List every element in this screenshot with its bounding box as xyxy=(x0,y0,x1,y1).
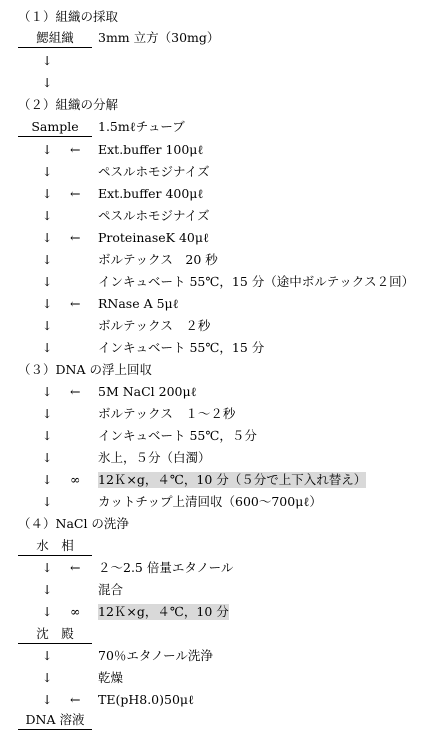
stage-label: 沈 殿 xyxy=(36,626,74,641)
step-text: ボルテックス ２秒 xyxy=(98,318,211,333)
step-text: ProteinaseK 40μℓ xyxy=(98,230,209,245)
down-arrow-icon: ↓ xyxy=(42,428,53,443)
step-text: 70％エタノール洗浄 xyxy=(98,648,213,663)
add-arrow-icon: ← xyxy=(70,186,81,201)
stage-label: 水 相 xyxy=(36,538,74,553)
down-arrow-icon: ↓ xyxy=(42,472,53,487)
down-arrow-icon: ↓ xyxy=(42,560,53,575)
down-arrow-icon: ↓ xyxy=(42,494,53,509)
label-underline xyxy=(18,555,92,556)
step-text: インキュベート 55℃，15 分 xyxy=(98,340,265,355)
step-text: Ext.buffer 400μℓ xyxy=(98,186,204,201)
step-text: 5M NaCl 200μℓ xyxy=(98,384,197,399)
down-arrow-icon: ↓ xyxy=(42,604,53,619)
down-arrow-icon: ↓ xyxy=(42,670,53,685)
step-text: 氷上，５分（白濁） xyxy=(98,450,211,465)
centrifuge-icon: ∞ xyxy=(70,472,81,487)
label-underline xyxy=(18,136,92,137)
add-arrow-icon: ← xyxy=(70,230,81,245)
down-arrow-icon: ↓ xyxy=(42,450,53,465)
step-text: 1.5mℓチューブ xyxy=(98,119,185,134)
label-underline xyxy=(18,47,92,48)
down-arrow-icon: ↓ xyxy=(42,648,53,663)
down-arrow-icon: ↓ xyxy=(42,164,53,179)
down-arrow-icon: ↓ xyxy=(42,252,53,267)
stage-label: Sample xyxy=(31,119,79,134)
step-text: 乾燥 xyxy=(98,670,124,685)
down-arrow-icon: ↓ xyxy=(42,406,53,421)
step-text: 3mm 立方（30mg） xyxy=(98,30,220,45)
add-arrow-icon: ← xyxy=(70,296,81,311)
section-heading: （１）組織の採取 xyxy=(18,9,119,24)
add-arrow-icon: ← xyxy=(70,692,81,707)
stage-label: 鰓組織 xyxy=(36,30,74,45)
down-arrow-icon: ↓ xyxy=(42,186,53,201)
label-underline xyxy=(18,643,92,644)
step-text: 12Ｋ×g，４℃，10 分 xyxy=(98,604,229,619)
down-arrow-icon: ↓ xyxy=(42,142,53,157)
down-arrow-icon: ↓ xyxy=(42,274,53,289)
stage-label: DNA 溶液 xyxy=(25,712,85,727)
step-text: ペスルホモジナイズ xyxy=(98,164,210,179)
down-arrow-icon: ↓ xyxy=(42,384,53,399)
step-text: TE(pH8.0)50μℓ xyxy=(98,692,195,707)
down-arrow-icon: ↓ xyxy=(42,692,53,707)
step-text: ボルテックス 20 秒 xyxy=(98,252,218,267)
down-arrow-icon: ↓ xyxy=(42,230,53,245)
step-text: 混合 xyxy=(98,582,124,597)
step-text: ボルテックス １～２秒 xyxy=(98,406,236,421)
down-arrow-icon: ↓ xyxy=(42,318,53,333)
down-arrow-icon: ↓ xyxy=(42,53,53,68)
step-text: Ext.buffer 100μℓ xyxy=(98,142,204,157)
step-text: RNase A 5μℓ xyxy=(98,296,179,311)
down-arrow-icon: ↓ xyxy=(42,208,53,223)
centrifuge-icon: ∞ xyxy=(70,604,81,619)
step-text: ２～2.5 倍量エタノール xyxy=(98,560,234,575)
step-text: インキュベート 55℃，５分 xyxy=(98,428,257,443)
down-arrow-icon: ↓ xyxy=(42,296,53,311)
add-arrow-icon: ← xyxy=(70,142,81,157)
down-arrow-icon: ↓ xyxy=(42,340,53,355)
step-text: 12Ｋ×g，４℃，10 分（５分で上下入れ替え） xyxy=(98,472,367,487)
step-text: インキュベート 55℃，15 分（途中ボルテックス２回） xyxy=(98,274,415,289)
add-arrow-icon: ← xyxy=(70,384,81,399)
step-text: ペスルホモジナイズ xyxy=(98,208,210,223)
step-text: カットチップ上清回収（600～700μℓ） xyxy=(98,494,322,509)
down-arrow-icon: ↓ xyxy=(42,582,53,597)
add-arrow-icon: ← xyxy=(70,560,81,575)
section-heading: （２）組織の分解 xyxy=(18,97,119,112)
section-heading: （４）NaCl の洗浄 xyxy=(18,516,129,531)
section-heading: （３）DNA の浮上回収 xyxy=(18,362,152,377)
down-arrow-icon: ↓ xyxy=(42,75,53,90)
